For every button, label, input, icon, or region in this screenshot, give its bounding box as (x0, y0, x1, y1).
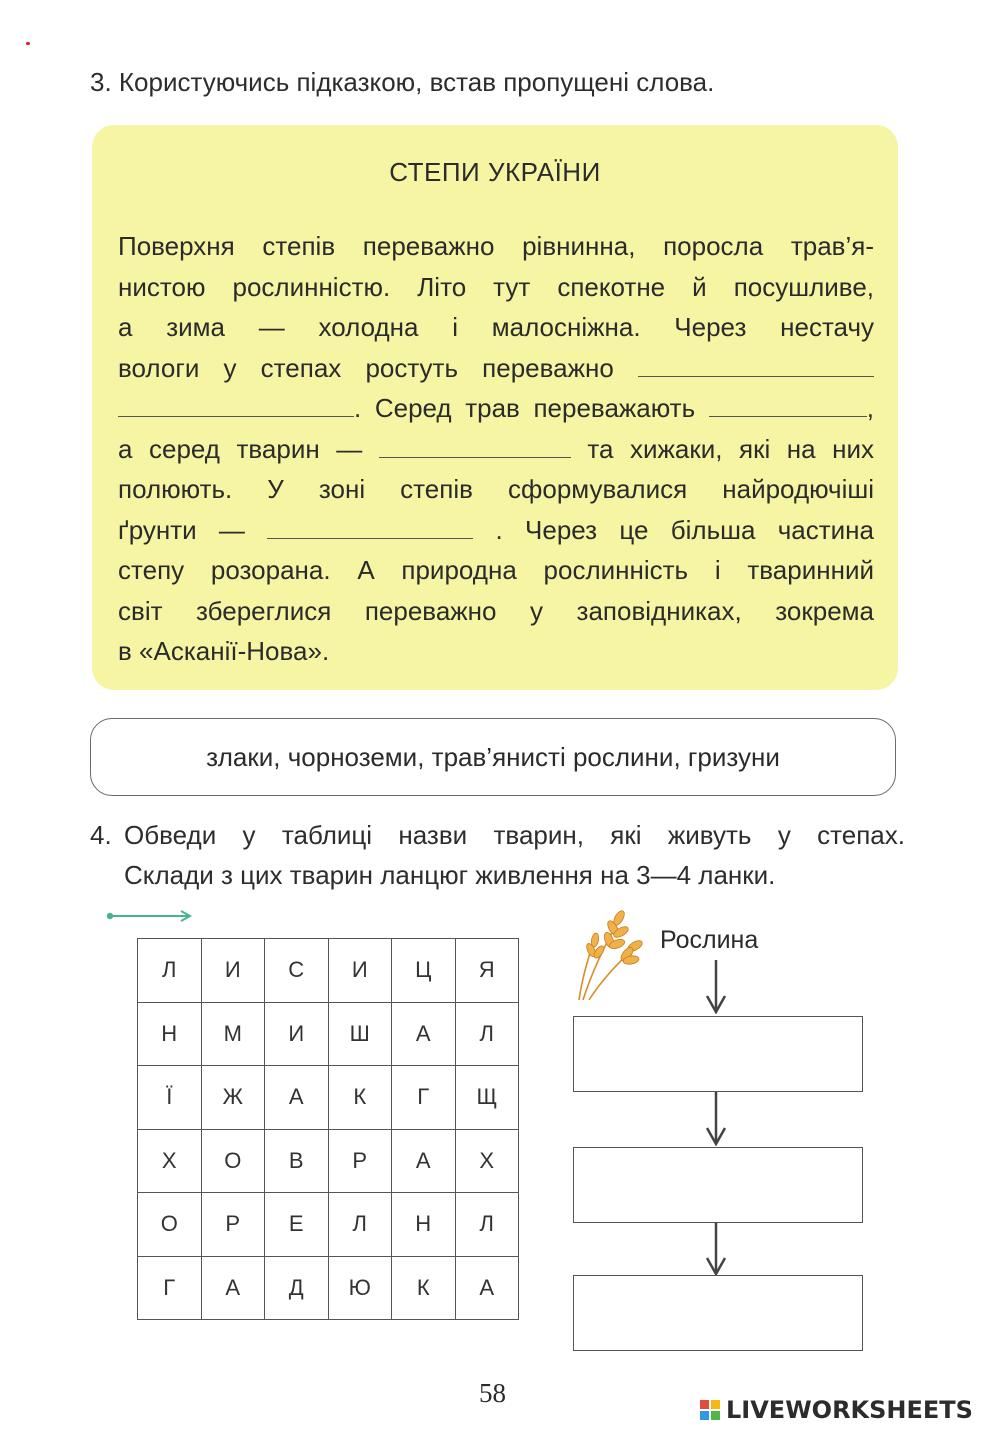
grid-cell[interactable]: Р (201, 1193, 265, 1257)
text-line-with-blank (118, 510, 874, 551)
grid-cell[interactable]: Л (328, 1193, 392, 1257)
grid-cell[interactable]: О (138, 1193, 202, 1257)
text-line: в «Асканії-Нова». (118, 636, 330, 666)
grid-cell[interactable]: Н (392, 1193, 456, 1257)
grid-cell[interactable]: Ї (138, 1066, 202, 1130)
text-segment: . Через це більша частина (495, 514, 874, 545)
chain-start-label: Рослина (660, 926, 759, 954)
hint-box: злаки, чорноземи, трав’янисті рослини, гризуни (90, 718, 896, 796)
grid-row (138, 1002, 519, 1066)
grid-cell[interactable]: Я (455, 939, 519, 1003)
grid-cell[interactable]: Ц (392, 939, 456, 1003)
answer-blank-3[interactable] (379, 436, 571, 458)
text-segment: ґрунти — (118, 514, 245, 545)
task-4-line-1: Обведи у таблиці назви тварин, які живуть у степах. (124, 820, 905, 850)
grid-row (138, 1193, 519, 1257)
grid-cell[interactable]: А (392, 1002, 456, 1066)
down-arrow-icon (703, 1222, 729, 1276)
grid-cell[interactable]: Ж (201, 1066, 265, 1130)
down-arrow-icon (703, 960, 729, 1014)
grid-row (138, 1066, 519, 1130)
letter-grid (137, 938, 519, 1320)
grid-cell[interactable]: Ю (328, 1256, 392, 1320)
answer-blank-1-continued[interactable] (118, 395, 354, 417)
text-segment: вологи у степах ростуть переважно (118, 352, 614, 383)
grid-cell[interactable]: Р (328, 1129, 392, 1193)
grid-cell[interactable]: С (265, 939, 329, 1003)
page-number: 58 (479, 1378, 506, 1408)
text-line-with-blank (118, 388, 874, 429)
grid-cell[interactable]: Л (138, 939, 202, 1003)
ink-dot (26, 42, 30, 45)
grid-cell[interactable]: И (201, 939, 265, 1003)
grid-cell[interactable]: Л (455, 1002, 519, 1066)
grid-cell[interactable]: И (265, 1002, 329, 1066)
answer-blank-1[interactable] (638, 355, 874, 377)
grid-row (138, 939, 519, 1003)
task-3-title: 3. Користуючись підказкою, встав пропущені слова. (90, 67, 715, 97)
grid-cell[interactable]: О (201, 1129, 265, 1193)
grid-cell[interactable]: Х (138, 1129, 202, 1193)
grid-cell[interactable]: Е (265, 1193, 329, 1257)
text-line-with-blank (118, 429, 874, 470)
text-line: нистою рослинністю. Літо тут спекотне й посушливе, (118, 271, 874, 302)
text-line-with-blank (118, 348, 874, 389)
grid-cell[interactable]: Щ (455, 1066, 519, 1130)
fill-in-text (118, 226, 874, 672)
text-segment: та хижаки, які на них (587, 433, 875, 464)
text-line: світ збереглися переважно у заповідниках, зокрема (118, 595, 874, 626)
food-chain-box-3[interactable] (573, 1275, 863, 1351)
liveworksheets-logo (700, 1396, 973, 1424)
grid-cell[interactable]: А (201, 1256, 265, 1320)
food-chain-box-1[interactable] (573, 1016, 863, 1092)
grid-cell[interactable]: Г (392, 1066, 456, 1130)
grid-row (138, 1256, 519, 1320)
task-4-number: 4. (90, 820, 112, 850)
grid-row (138, 1129, 519, 1193)
logo-mark-icon (700, 1400, 720, 1420)
task-4-line-2: Склади з цих тварин ланцюг живлення на 3—4 ланки. (124, 860, 776, 890)
text-box-title: СТЕПИ УКРАЇНИ (389, 157, 601, 187)
answer-blank-2[interactable] (709, 395, 867, 417)
text-segment: а серед тварин — (118, 433, 363, 464)
wheat-icon (573, 902, 645, 1002)
task-4-title (90, 815, 905, 895)
interactive-arrow-icon (106, 909, 196, 923)
logo-text: LIVEWORKSHEETS (726, 1396, 973, 1424)
text-line: степу розорана. А природна рослинність і тваринний (118, 555, 874, 585)
grid-cell[interactable]: В (265, 1129, 329, 1193)
grid-cell[interactable]: Д (265, 1256, 329, 1320)
grid-cell[interactable]: А (455, 1256, 519, 1320)
grid-cell[interactable]: А (392, 1129, 456, 1193)
grid-cell[interactable]: Г (138, 1256, 202, 1320)
down-arrow-icon (703, 1092, 729, 1146)
grid-cell[interactable]: М (201, 1002, 265, 1066)
grid-cell[interactable]: К (328, 1066, 392, 1130)
grid-cell[interactable]: Л (455, 1193, 519, 1257)
text-line: полюють. У зоні степів сформувалися найродючіші (118, 474, 874, 504)
grid-cell[interactable]: Х (455, 1129, 519, 1193)
grid-cell[interactable]: Ш (328, 1002, 392, 1066)
answer-blank-4[interactable] (267, 517, 473, 539)
grid-cell[interactable]: К (392, 1256, 456, 1320)
text-line: Поверхня степів переважно рівнинна, поросла трав’я- (118, 231, 874, 261)
food-chain-box-2[interactable] (573, 1147, 863, 1223)
text-line: а зима — холодна і малосніжна. Через нестачу (118, 312, 874, 342)
grid-cell[interactable]: И (328, 939, 392, 1003)
comma: , (866, 393, 874, 423)
grid-cell[interactable]: А (265, 1066, 329, 1130)
text-segment: . Серед трав переважають (354, 393, 696, 423)
grid-cell[interactable]: Н (138, 1002, 202, 1066)
